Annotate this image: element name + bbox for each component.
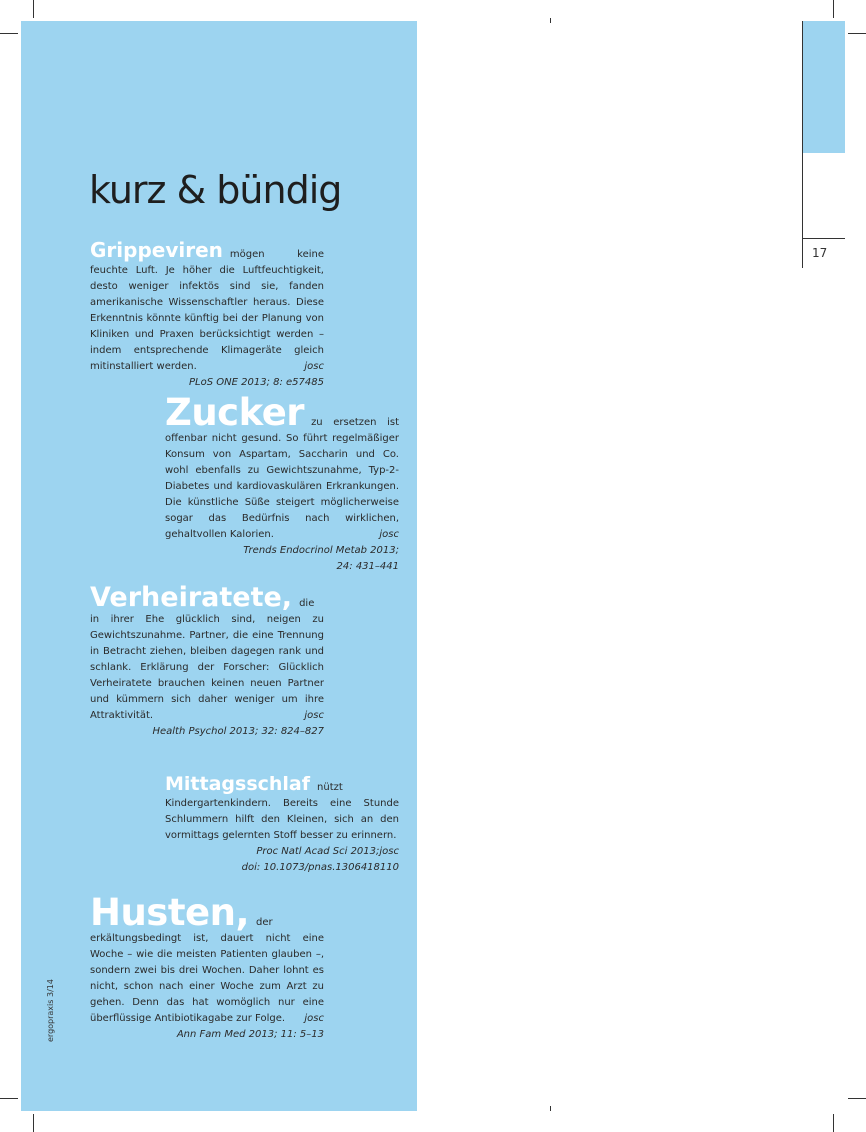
article-body: nützt Kindergartenkindern. Bereits eine Stunde Schlummern hilft den Kleinen, sich an den vormittags gelernten Stoff besser zu erinnern. [165, 782, 399, 841]
article-headline: Mittagsschlaf [165, 773, 311, 795]
section-tab [803, 21, 845, 153]
article-body: die in ihrer Ehe glücklich sind, neigen zu Gewichtszunahme. Partner, die eine Trennung in Betracht ziehen, bleiben dagegen rank und schlank. Erklärung der Forscher: Glücklich Verheiratete brauchen keinen neuen Partner und kümmern sich daher weniger um ihre Attraktivität. [90, 598, 324, 721]
article-reference: Ann Fam Med 2013; 11: 5–13 [176, 1029, 324, 1040]
article-headline: Grippeviren [90, 238, 223, 262]
article-body: mögen keine feuchte Luft. Je höher die Luftfeuchtigkeit, desto weniger infektös sind sie, fanden amerikanische Wissenschaftler heraus. Diese Erkenntnis könnte künftig bei der Planung von Kliniken und Praxen berücksichtigt werden – indem entsprechende Klimageräte gleich mitinstalliert werden. [90, 249, 324, 372]
page-number: 17 [812, 246, 828, 260]
article-author: josc [379, 529, 399, 540]
crop-mark [33, 1114, 34, 1132]
article-reference: Health Psychol 2013; 32: 824–827 [152, 726, 324, 737]
article-headline: Verheiratete, [90, 582, 293, 613]
crop-mark [848, 1098, 866, 1099]
crop-mark [550, 1106, 551, 1111]
section-title: kurz & bündig [89, 168, 342, 212]
article-reference: doi: 10.1073/pnas.1306418110 [241, 862, 399, 873]
article-reference: Trends Endocrinol Metab 2013; [243, 545, 399, 556]
article-grippeviren [90, 238, 324, 391]
article-reference: PLoS ONE 2013; 8: e57485 [189, 377, 324, 388]
tab-divider [802, 238, 845, 239]
crop-mark [833, 1114, 834, 1132]
crop-mark [550, 18, 551, 23]
article-mittagsschlaf [165, 773, 399, 876]
crop-mark [0, 1098, 18, 1099]
article-body: der erkältungsbedingt ist, dauert nicht eine Woche – wie die meisten Patienten glauben –, sondern zwei bis drei Wochen. Daher lohnt es nicht, schon nach einer Woche zum Arzt zu gehen. Denn das hat womöglich nur eine überflüssige Antibiotikagabe zur Folge. [90, 917, 324, 1024]
article-zucker [165, 391, 399, 575]
crop-mark [33, 0, 34, 18]
article-headline: Husten, [90, 891, 250, 934]
article-verheiratete [90, 582, 324, 740]
article-author: josc [304, 361, 324, 372]
article-author: josc [304, 1013, 324, 1024]
article-author: josc [304, 710, 324, 721]
tab-divider [802, 21, 803, 268]
article-body: zu ersetzen ist offenbar nicht gesund. So führt regelmäßiger Konsum von Aspartam, Saccharin und Co. wohl ebenfalls zu Gewichtszunahme, Typ-2-Diabetes und kardiovaskulären Erkrankungen. Die künstliche Süße steigert möglicherweise sogar das Bedürfnis nach wirklichen, gehaltvollen Kalorien. [165, 417, 399, 540]
crop-mark [833, 0, 834, 18]
article-author: josc [379, 846, 399, 857]
journal-issue: ergopraxis 3/14 [46, 979, 55, 1042]
crop-mark [848, 33, 866, 34]
article-headline: Zucker [165, 391, 305, 434]
article-husten [90, 891, 324, 1043]
article-reference: Proc Natl Acad Sci 2013; [256, 846, 380, 857]
crop-mark [0, 33, 18, 34]
article-reference: 24: 431–441 [336, 561, 399, 572]
